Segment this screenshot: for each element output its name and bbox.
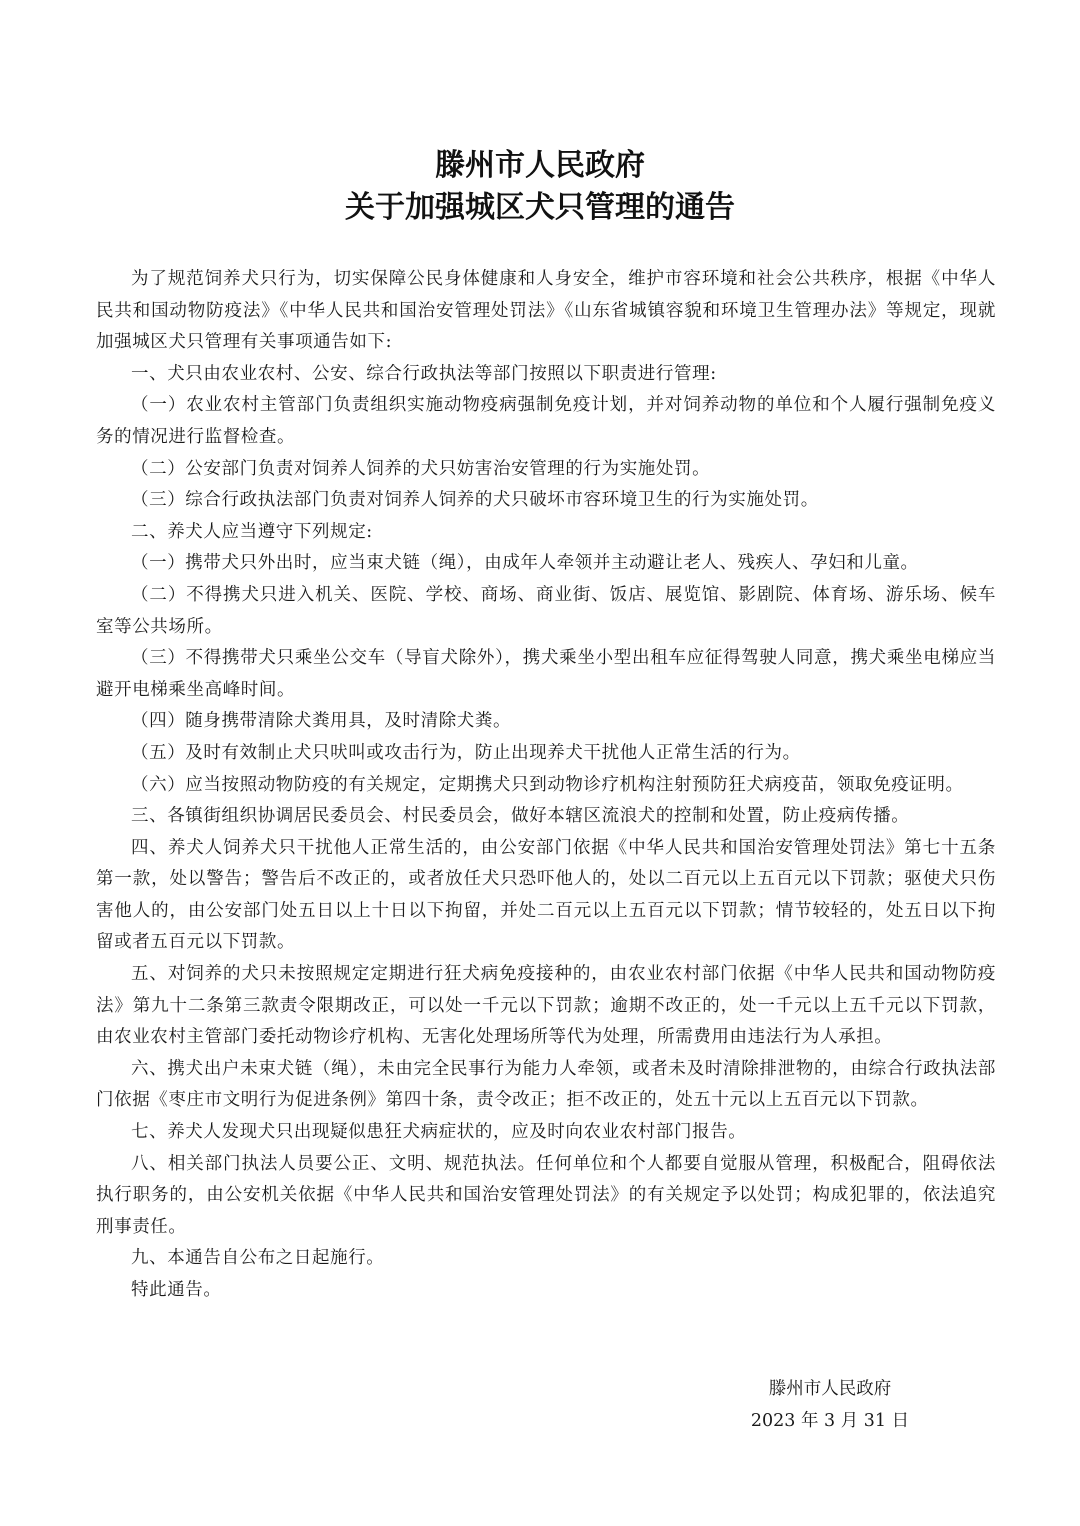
body-paragraph: 二、养犬人应当遵守下列规定: bbox=[131, 521, 373, 542]
body-paragraph: 六、携犬出户未束犬链（绳），未由完全民事行为能力人牵领，或者未及时清除排泄物的，由综合行政执法部门依据《枣庄市文明行为促进条例》第四十条，责令改正；拒不改正的，处五十元以上五百元以下罚款。 bbox=[96, 1058, 996, 1111]
body-paragraph: （五）及时有效制止犬只吠叫或攻击行为，防止出现养犬干扰他人正常生活的行为。 bbox=[131, 742, 801, 763]
signature-organization: 滕州市人民政府 bbox=[768, 1379, 892, 1399]
body-paragraph: 四、养犬人饲养犬只干扰他人正常生活的，由公安部门依据《中华人民共和国治安管理处罚法》第七十五条第一款，处以警告；警告后不改正的，或者放任犬只恐吓他人的，处以二百元以上五百元以下罚款；驱使犬只伤害他人的，由公安部门处五日以上十日以下拘留，并处二百元以上五百元以下罚款；情节较轻的，处五日以下拘留或者五百元以下罚款。 bbox=[96, 837, 996, 953]
body-paragraph: 特此通告。 bbox=[131, 1280, 222, 1300]
body-paragraph: （二）不得携犬只进入机关、医院、学校、商场、商业街、饭店、展览馆、影剧院、体育场、游乐场、候车室等公共场所。 bbox=[96, 584, 996, 637]
body-paragraph: （二）公安部门负责对饲养人饲养的犬只妨害治安管理的行为实施处罚。 bbox=[131, 458, 711, 479]
body-paragraph: （四）随身携带清除犬粪用具，及时清除犬粪。 bbox=[131, 711, 512, 732]
document-title-line-1: 滕州市人民政府 bbox=[435, 148, 645, 183]
body-paragraph: 为了规范饲养犬只行为，切实保障公民身体健康和人身安全，维护市容环境和社会公共秩序，根据《中华人民共和国动物防疫法》《中华人民共和国治安管理处罚法》《山东省城镇容貌和环境卫生管理办法》等规定，现就加强城区犬只管理有关事项通告如下: bbox=[96, 269, 996, 353]
body-paragraph: 九、本通告自公布之日起施行。 bbox=[131, 1248, 385, 1269]
body-paragraph: 五、对饲养的犬只未按照规定定期进行狂犬病免疫接种的，由农业农村部门依据《中华人民共和国动物防疫法》第九十二条第三款责令限期改正，可以处一千元以下罚款；逾期不改正的，处一千元以上五千元以下罚款，由农业农村主管部门委托动物诊疗机构、无害化处理场所等代为处理，所需费用由违法行为人承担。 bbox=[96, 964, 996, 1048]
body-paragraph: （三）不得携带犬只乘坐公交车（导盲犬除外），携犬乘坐小型出租车应征得驾驶人同意，携犬乘坐电梯应当避开电梯乘坐高峰时间。 bbox=[96, 648, 996, 700]
body-paragraph: （一）携带犬只外出时，应当束犬链（绳），由成年人牵领并主动避让老人、残疾人、孕妇和儿童。 bbox=[131, 553, 919, 574]
document-title-line-2: 关于加强城区犬只管理的通告 bbox=[345, 190, 735, 225]
body-paragraph: 三、各镇街组织协调居民委员会、村民委员会，做好本辖区流浪犬的控制和处置，防止疫病传播。 bbox=[131, 806, 910, 827]
body-paragraph: （三）综合行政执法部门负责对饲养人饲养的犬只破坏市容环境卫生的行为实施处罚。 bbox=[131, 490, 819, 511]
body-paragraph: 八、相关部门执法人员要公正、文明、规范执法。任何单位和个人都要自觉服从管理，积极配合，阻碍依法执行职务的，由公安机关依据《中华人民共和国治安管理处罚法》的有关规定予以处罚；构成犯罪的，依法追究刑事责任。 bbox=[96, 1153, 996, 1237]
body-paragraph: （一）农业农村主管部门负责组织实施动物疫病强制免疫计划，并对饲养动物的单位和个人履行强制免疫义务的情况进行监督检查。 bbox=[96, 395, 996, 447]
body-paragraph: 一、犬只由农业农村、公安、综合行政执法等部门按照以下职责进行管理: bbox=[131, 363, 717, 384]
body-paragraph: 七、养犬人发现犬只出现疑似患狂犬病症状的，应及时向农业农村部门报告。 bbox=[131, 1122, 747, 1143]
signature-date: 2023 年 3 月 31 日 bbox=[750, 1411, 910, 1431]
body-paragraph: （六）应当按照动物防疫的有关规定，定期携犬只到动物诊疗机构注射预防狂犬病疫苗，领取免疫证明。 bbox=[131, 774, 964, 795]
notice-body bbox=[96, 264, 996, 1307]
